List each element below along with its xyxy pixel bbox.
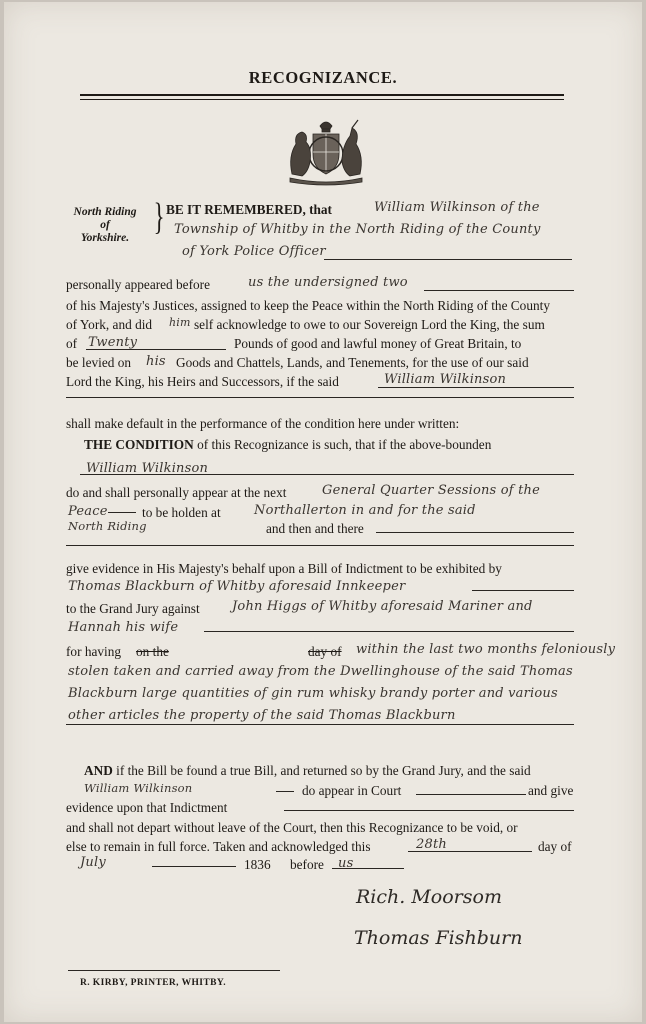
hw-month: July (80, 855, 106, 870)
title-rule-thick (80, 94, 564, 96)
title-rule-thin (80, 99, 564, 100)
hw-name-line1: William Wilkinson of the (374, 200, 540, 215)
and-if-text (84, 764, 531, 777)
hw-charge2: stolen taken and carried away from the Dwellinghouse of the said Thomas (68, 664, 573, 679)
signature-2: Thomas Fishburn (354, 927, 523, 949)
justices-text: of his Majesty's Justices, assigned to keep the Peace within the North Riding of the County (66, 298, 550, 313)
hw-us: us (338, 856, 354, 871)
holden-text: to be holden at (142, 505, 221, 520)
blank-line (108, 512, 136, 513)
year-text: 1836 (244, 857, 271, 872)
blank-line (80, 474, 574, 475)
hw-his: his (146, 354, 166, 369)
and-if-rest: if the Bill be found a true Bill, and returned so by the Grand Jury, and the said (116, 763, 531, 778)
hw-sum: Twenty (88, 335, 138, 350)
footer-rule (68, 970, 280, 971)
for-having-text: for having (66, 644, 122, 659)
blank-line (378, 387, 574, 388)
on-the-struck: on the (136, 644, 169, 659)
before-text: before (290, 857, 324, 872)
blank-line (86, 349, 226, 350)
condition-heading: THE CONDITION (84, 437, 194, 452)
brace: } (153, 196, 165, 238)
blank-line (424, 290, 574, 291)
and-give-text: and give (528, 783, 574, 798)
personally-appeared: personally appeared before (66, 277, 210, 292)
printer-imprint: R. KIRBY, PRINTER, WHITBY. (80, 978, 226, 988)
blank-line (204, 631, 574, 632)
be-it-remembered: BE IT REMEMBERED, that (166, 202, 332, 217)
give-evidence-text: give evidence in His Majesty's behalf upon a Bill of Indictment to be exhibited by (66, 561, 502, 576)
blank-line (332, 868, 404, 869)
hw-holden-place: Northallerton in and for the said (254, 503, 476, 518)
hw-sessions2: Peace (68, 504, 108, 519)
not-depart-text: and shall not depart without leave of the Court, then this Recognizance to be void, or (66, 820, 518, 835)
hw-against2: Hannah his wife (68, 620, 179, 635)
do-appear-text: do and shall personally appear at the next (66, 485, 287, 500)
else-remain-text: else to remain in full force. Taken and acknowledged this (66, 839, 371, 854)
blank-line (376, 532, 574, 533)
hw-bounden: William Wilkinson (86, 461, 209, 476)
york-text: of York, and did (66, 317, 153, 332)
blank-line (66, 397, 574, 398)
jurisdiction-label: North Riding of Yorkshire. (73, 206, 137, 245)
and-heading: AND (84, 763, 113, 778)
hw-charge1: within the last two months feloniously (356, 642, 616, 657)
recognizance-document (4, 2, 642, 1022)
levied-text: be levied on (66, 355, 131, 370)
hw-court-name: William Wilkinson (84, 781, 193, 795)
pounds-text: Pounds of good and lawful money of Great Britain, to (234, 336, 522, 351)
self-ack-text: self acknowledge to owe to our Sovereign Lord the King, the sum (194, 317, 545, 332)
grand-jury-text: to the Grand Jury against (66, 601, 200, 616)
of-text: of (66, 336, 78, 351)
condition-rest: of this Recognizance is such, that if the above-bounden (197, 437, 492, 452)
hw-day: 28th (416, 837, 447, 852)
royal-coat-of-arms-icon (280, 116, 372, 186)
hw-exhibited-by: Thomas Blackburn of Whitby aforesaid Innkeeper (68, 579, 406, 594)
day-of-end-text: day of (538, 839, 572, 854)
hw-sessions1: General Quarter Sessions of the (322, 483, 541, 498)
signature-1: Rich. Moorsom (356, 886, 502, 908)
blank-line (152, 866, 236, 867)
hw-charge3: Blackburn large quantities of gin rum whisky brandy porter and various (68, 686, 558, 701)
hw-him: him (169, 316, 191, 329)
then-there-text: and then and there (266, 521, 364, 536)
blank-line (472, 590, 574, 591)
condition-text (84, 438, 491, 451)
hw-against1: John Higgs of Whitby aforesaid Mariner and (232, 599, 533, 614)
default-text: shall make default in the performance of the condition here under written: (66, 416, 460, 431)
blank-line (416, 794, 526, 795)
hw-before-us: us the undersigned two (248, 275, 408, 290)
do-appear-court-text: do appear in Court (302, 783, 402, 798)
blank-line (324, 259, 572, 260)
hw-charge4: other articles the property of the said Thomas Blackburn (68, 708, 456, 723)
hw-name-line3: of York Police Officer (182, 244, 326, 259)
blank-line (408, 851, 532, 852)
evidence-upon-text: evidence upon that Indictment (66, 800, 228, 815)
blank-line (66, 545, 574, 546)
goods-text: Goods and Chattels, Lands, and Tenements, for the use of our said (176, 355, 529, 370)
day-of-struck: day of (308, 644, 342, 659)
hw-name-line2: Township of Whitby in the North Riding of the County (174, 222, 541, 237)
hw-name-said: William Wilkinson (384, 372, 507, 387)
lord-text: Lord the King, his Heirs and Successors, if the said (66, 374, 339, 389)
blank-line (66, 724, 574, 725)
hw-riding: North Riding (68, 519, 147, 533)
blank-line (276, 791, 294, 792)
blank-line (284, 810, 574, 811)
document-title: RECOGNIZANCE. (248, 68, 398, 87)
